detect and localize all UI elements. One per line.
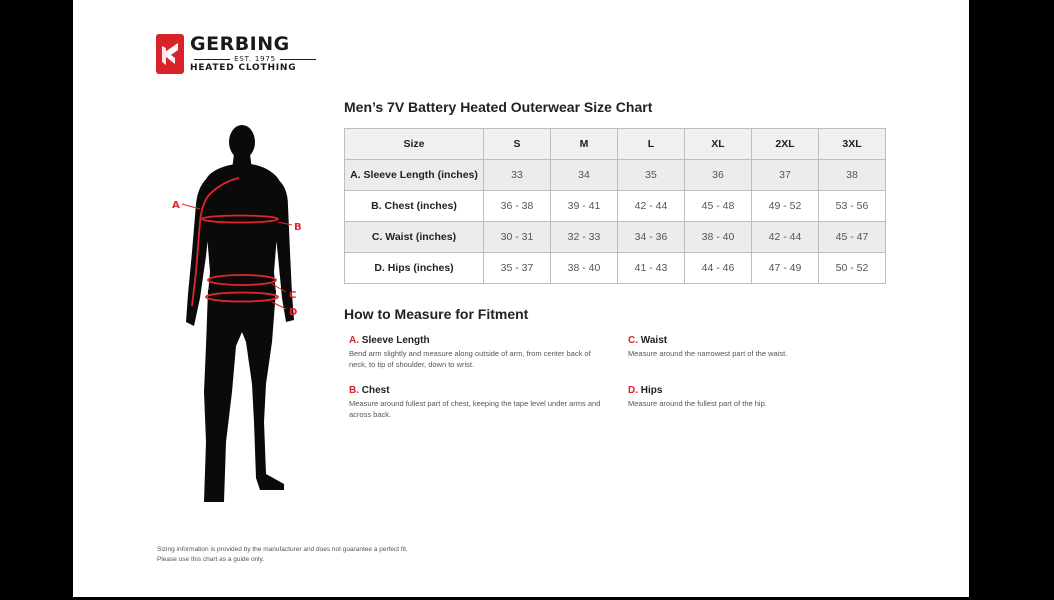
cell: 30 - 31 <box>484 222 551 253</box>
brand-tagline: HEATED CLOTHING <box>190 63 297 73</box>
header-xl: XL <box>685 129 752 160</box>
row-label: C. Waist (inches) <box>345 222 484 253</box>
measure-item-hips <box>628 384 888 409</box>
measure-desc: Measure around the fullest part of the hip. <box>628 399 767 408</box>
established-year: EST. 1975 <box>190 54 320 64</box>
measure-letter: D. <box>628 385 638 396</box>
cell: 42 - 44 <box>618 191 685 222</box>
size-chart-title: Men’s 7V Battery Heated Outerwear Size Chart <box>344 99 653 115</box>
measure-item-waist <box>628 334 888 359</box>
header-l: L <box>618 129 685 160</box>
table-row-sleeve <box>345 160 886 191</box>
cell: 35 - 37 <box>484 253 551 284</box>
cell: 47 - 49 <box>752 253 819 284</box>
label-c: C <box>289 290 297 301</box>
measure-letter: C. <box>628 335 638 346</box>
header-3xl: 3XL <box>819 129 886 160</box>
body-measurement-figure <box>160 122 320 502</box>
cell: 50 - 52 <box>819 253 886 284</box>
label-d: D <box>289 307 298 318</box>
header-s: S <box>484 129 551 160</box>
cell: 45 - 48 <box>685 191 752 222</box>
cell: 37 <box>752 160 819 191</box>
header-size: Size <box>345 129 484 160</box>
cell: 45 - 47 <box>819 222 886 253</box>
label-a: A <box>172 200 180 211</box>
cell: 53 - 56 <box>819 191 886 222</box>
header-m: M <box>551 129 618 160</box>
disclaimer <box>157 545 408 565</box>
measure-item-sleeve <box>349 334 609 370</box>
row-label: D. Hips (inches) <box>345 253 484 284</box>
size-chart-page <box>73 0 969 597</box>
cell: 36 <box>685 160 752 191</box>
cell: 44 - 46 <box>685 253 752 284</box>
disclaimer-line-2: Please use this chart as a guide only. <box>157 556 265 563</box>
measure-desc: Measure around fullest part of chest, keeping the tape level under arms and across back. <box>349 399 601 419</box>
measure-name: Hips <box>640 385 663 396</box>
table-row-hips <box>345 253 886 284</box>
measure-name: Chest <box>361 385 390 396</box>
how-to-measure-title: How to Measure for Fitment <box>344 306 529 322</box>
measure-name: Waist <box>640 335 668 346</box>
cell: 35 <box>618 160 685 191</box>
measure-desc: Bend arm slightly and measure along outside of arm, from center back of neck, to tip of shoulder, down to wrist. <box>349 349 591 369</box>
cell: 33 <box>484 160 551 191</box>
cell: 39 - 41 <box>551 191 618 222</box>
cell: 34 <box>551 160 618 191</box>
cell: 34 - 36 <box>618 222 685 253</box>
row-label: B. Chest (inches) <box>345 191 484 222</box>
cell: 38 <box>819 160 886 191</box>
cell: 32 - 33 <box>551 222 618 253</box>
cell: 38 - 40 <box>685 222 752 253</box>
measure-letter: A. <box>349 335 359 346</box>
gerbing-logo <box>156 32 326 76</box>
brand-name: GERBING <box>190 33 290 55</box>
cell: 49 - 52 <box>752 191 819 222</box>
cell: 36 - 38 <box>484 191 551 222</box>
gerbing-logo-mark-icon <box>156 34 184 74</box>
size-chart-table <box>344 128 886 284</box>
table-row-chest <box>345 191 886 222</box>
label-b: B <box>294 222 302 233</box>
measure-desc: Measure around the narrowest part of the waist. <box>628 349 788 358</box>
cell: 41 - 43 <box>618 253 685 284</box>
cell: 38 - 40 <box>551 253 618 284</box>
measure-letter: B. <box>349 385 359 396</box>
row-label: A. Sleeve Length (inches) <box>345 160 484 191</box>
cell: 42 - 44 <box>752 222 819 253</box>
table-row-waist <box>345 222 886 253</box>
table-header-row <box>345 129 886 160</box>
measure-item-chest <box>349 384 609 420</box>
measure-name: Sleeve Length <box>361 335 430 346</box>
disclaimer-line-1: Sizing information is provided by the manufacturer and does not guarantee a perfect fit. <box>157 546 408 553</box>
header-2xl: 2XL <box>752 129 819 160</box>
